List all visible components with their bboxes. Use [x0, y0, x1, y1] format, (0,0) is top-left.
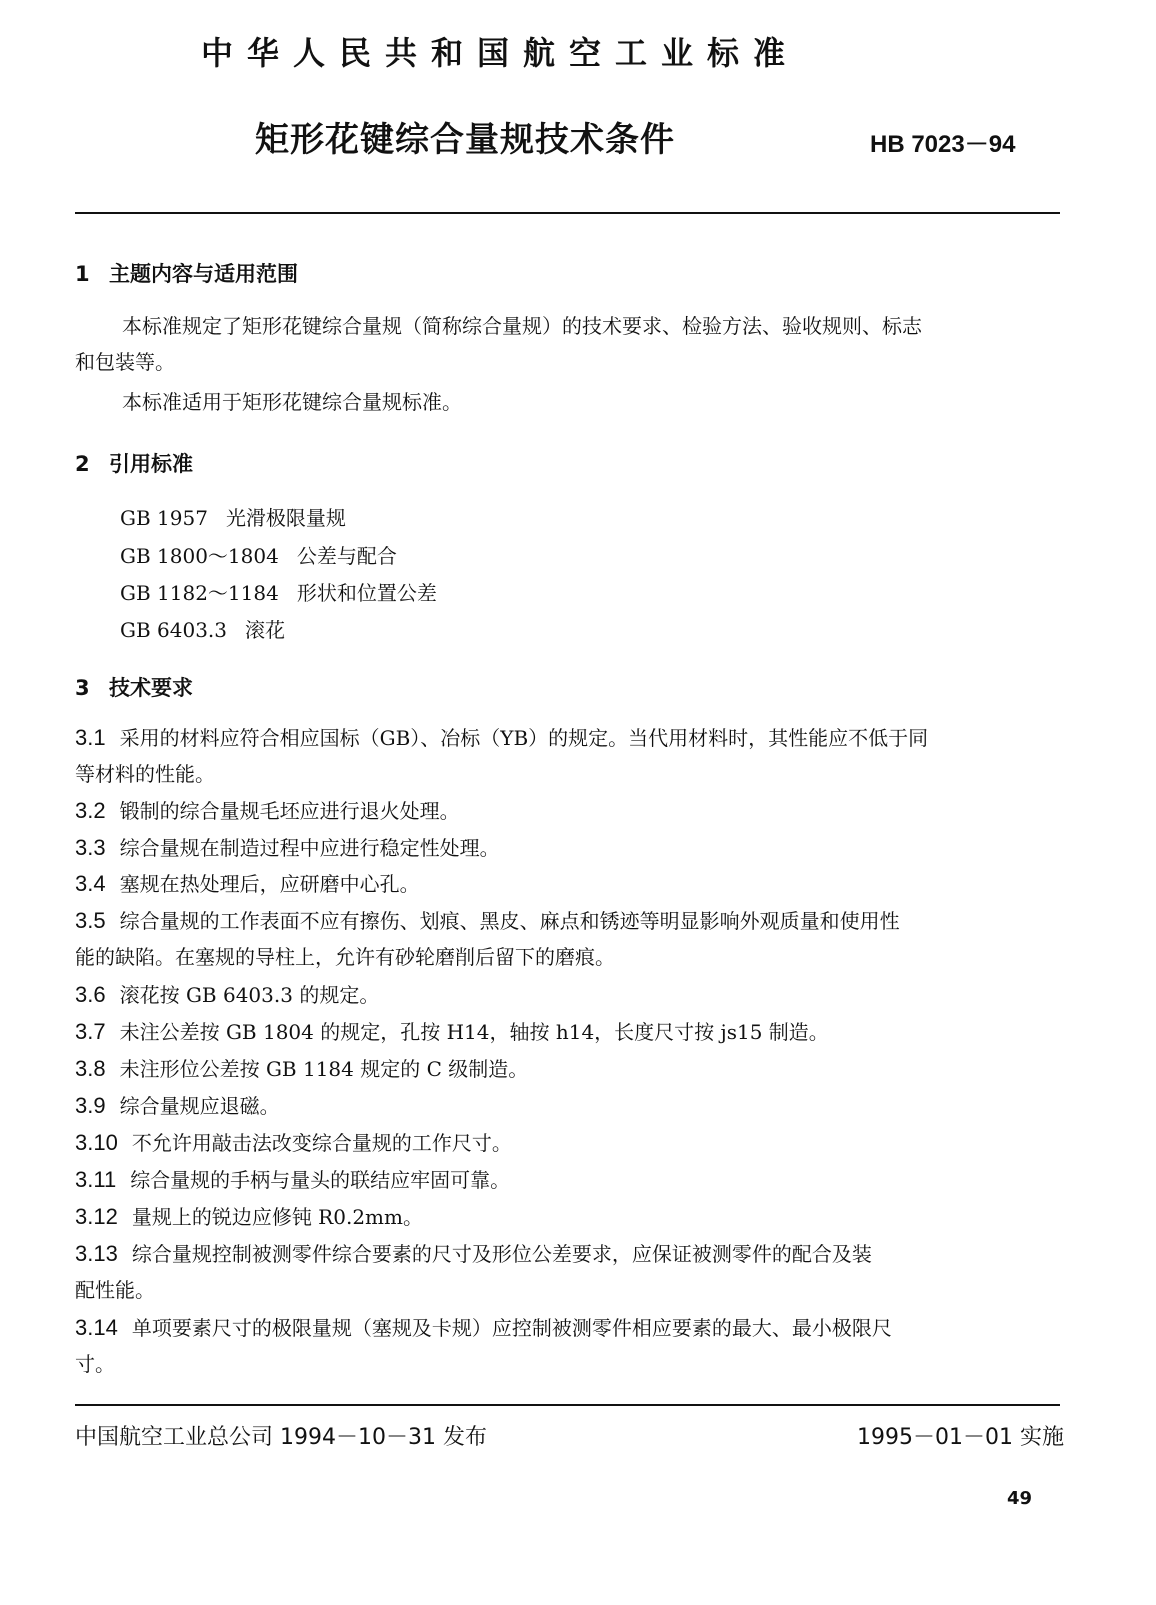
scope-applicability: 本标准适用于矩形花键综合量规标准。 — [122, 390, 462, 414]
clause-text: 综合量规在制造过程中应进行稳定性处理。 — [119, 836, 500, 860]
clause — [75, 1310, 1065, 1382]
clause — [75, 1162, 1065, 1198]
clause-text: 不允许用敲击法改变综合量规的工作尺寸。 — [131, 1131, 512, 1155]
clause — [75, 1088, 1065, 1124]
section-heading — [75, 672, 193, 702]
page-number: 49 — [1006, 1488, 1032, 1509]
effective-date: 1995－01－01 实施 — [857, 1425, 1064, 1450]
scope-paragraph-cont: 和包装等。 — [75, 350, 175, 374]
reference-item — [120, 502, 346, 531]
clause-number: 3.12 — [75, 1204, 118, 1229]
reference-item — [120, 540, 397, 569]
reference-code: GB 6403.3 — [120, 618, 228, 642]
standard-header: 中华人民共和国航空工业标准 — [200, 34, 799, 72]
clause-number: 3.10 — [75, 1130, 118, 1155]
clause-text: 未注形位公差按 GB 1184 规定的 C 级制造。 — [119, 1057, 529, 1081]
clause — [75, 903, 1065, 975]
reference-name: 滚花 — [245, 618, 286, 642]
reference-code: GB 1800～1804 — [120, 544, 279, 568]
clause — [75, 977, 1065, 1013]
section-title: 引用标准 — [109, 452, 193, 476]
footer-rule — [75, 1404, 1060, 1406]
clause-number: 3.5 — [75, 908, 106, 933]
clause-text-cont: 配性能。 — [75, 1278, 155, 1302]
section-heading — [75, 448, 193, 478]
section-number: 2 — [75, 452, 90, 476]
reference-name: 公差与配合 — [296, 544, 397, 568]
document-title: 矩形花键综合量规技术条件 — [255, 120, 675, 160]
clause-number: 3.8 — [75, 1056, 106, 1081]
issued-by: 中国航空工业总公司 1994－10－31 发布 — [75, 1425, 487, 1450]
clause-number: 3.6 — [75, 982, 106, 1007]
clause-number: 3.11 — [75, 1167, 117, 1192]
standard-code: HB 7023－94 — [870, 131, 1016, 158]
clause — [75, 1199, 1065, 1235]
clause — [75, 1125, 1065, 1161]
clause-number: 3.2 — [75, 798, 106, 823]
clause — [75, 1236, 1065, 1308]
reference-name: 形状和位置公差 — [296, 581, 437, 605]
clause-text: 综合量规的手柄与量头的联结应牢固可靠。 — [130, 1168, 511, 1192]
clause-text: 采用的材料应符合相应国标（GB）、冶标（YB）的规定。当代用材料时，其性能应不低于同 — [119, 726, 929, 750]
clause-text: 未注公差按 GB 1804 的规定，孔按 H14，轴按 h14，长度尺寸按 js15 制造。 — [119, 1020, 829, 1044]
clause-text-cont: 寸。 — [75, 1352, 115, 1376]
section-number: 1 — [75, 262, 90, 286]
section-heading — [75, 258, 298, 288]
reference-code: GB 1957 — [120, 506, 208, 530]
clause-text: 锻制的综合量规毛坯应进行退火处理。 — [119, 799, 460, 823]
reference-code: GB 1182～1184 — [120, 581, 279, 605]
clause-number: 3.9 — [75, 1093, 106, 1118]
clause-text-cont: 能的缺陷。在塞规的导柱上，允许有砂轮磨削后留下的磨痕。 — [75, 945, 615, 969]
clause — [75, 866, 1065, 902]
reference-name: 光滑极限量规 — [225, 506, 346, 530]
clause-text: 综合量规的工作表面不应有擦伤、划痕、黑皮、麻点和锈迹等明显影响外观质量和使用性 — [119, 909, 900, 933]
clause-text-cont: 等材料的性能。 — [75, 762, 215, 786]
clause-number: 3.1 — [75, 725, 106, 750]
clause — [75, 1014, 1065, 1050]
clause — [75, 720, 1065, 792]
clause-number: 3.14 — [75, 1315, 118, 1340]
clause-text: 塞规在热处理后，应研磨中心孔。 — [119, 872, 420, 896]
clause-text: 滚花按 GB 6403.3 的规定。 — [119, 983, 380, 1007]
clause — [75, 1051, 1065, 1087]
scope-paragraph: 本标准规定了矩形花键综合量规（简称综合量规）的技术要求、检验方法、验收规则、标志 — [122, 314, 922, 338]
section-title: 主题内容与适用范围 — [109, 262, 298, 286]
reference-item — [120, 614, 285, 643]
clause — [75, 793, 1065, 829]
clause-number: 3.3 — [75, 835, 106, 860]
clause-text: 量规上的锐边应修钝 R0.2mm。 — [131, 1205, 423, 1229]
top-rule — [75, 212, 1060, 214]
clause — [75, 830, 1065, 866]
clause-text: 单项要素尺寸的极限量规（塞规及卡规）应控制被测零件相应要素的最大、最小极限尺 — [131, 1316, 892, 1340]
clause-number: 3.7 — [75, 1019, 106, 1044]
clause-number: 3.4 — [75, 871, 106, 896]
clause-number: 3.13 — [75, 1241, 118, 1266]
section-number: 3 — [75, 676, 90, 700]
reference-item — [120, 577, 437, 606]
section-title: 技术要求 — [109, 676, 193, 700]
clause-text: 综合量规控制被测零件综合要素的尺寸及形位公差要求，应保证被测零件的配合及装 — [131, 1242, 872, 1266]
clause-text: 综合量规应退磁。 — [119, 1094, 280, 1118]
